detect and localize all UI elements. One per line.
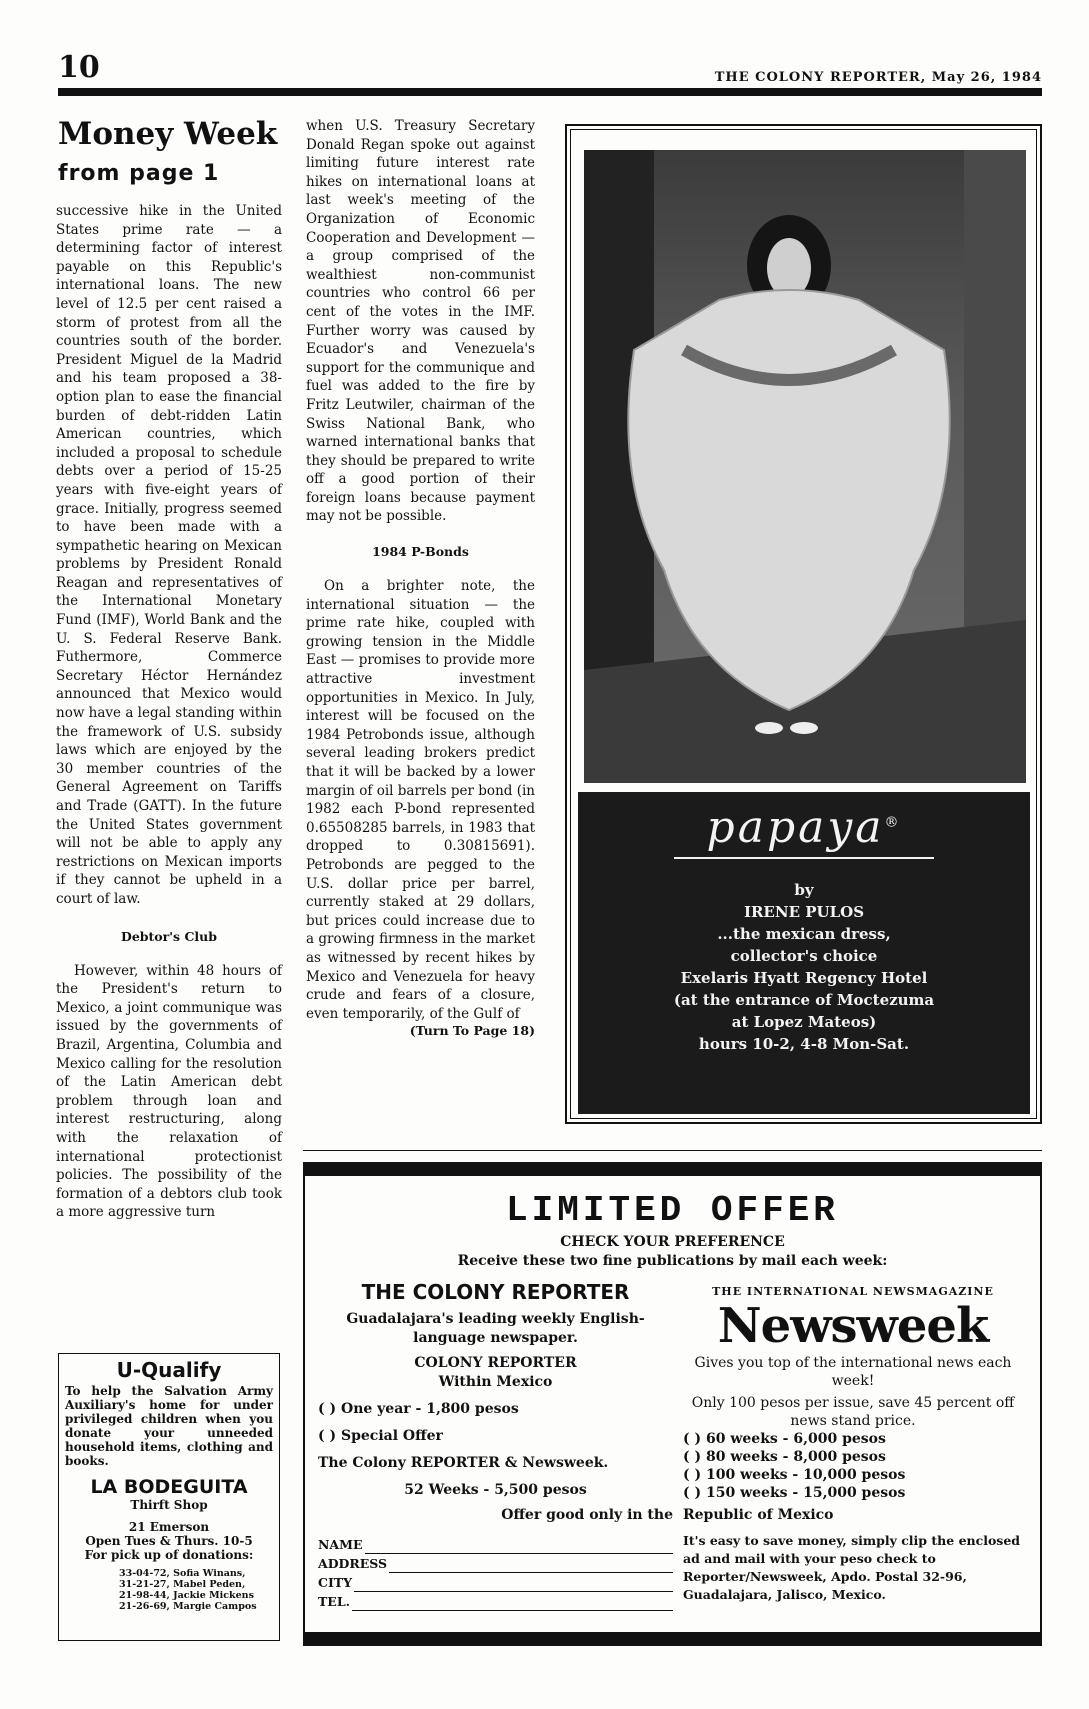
section-heading: 1984 P-Bonds (372, 544, 469, 560)
uqualify-text: To help the Salvation Army Auxiliary's home for under privileged children when you donate your unneeded household items, clothing and books. (65, 1384, 273, 1468)
ad-hours: hours 10-2, 4-8 Mon-Sat. (698, 1035, 910, 1053)
form-label: ADDRESS (318, 1556, 388, 1571)
offer-receive: Receive these two fine publications by mail each week: (457, 1253, 888, 1269)
ad-designer: IRENE PULOS (743, 903, 865, 921)
article-paragraph: when U.S. Treasury Secretary Donald Regan spoke out against limiting future interest rate hikes on international loans at last week's meeting of the Organization of Economic Cooperation and Development — a group comprised of the wealthiest non-communist countries who control 66 per cent of the votes in the IMF. Further worry was caused by Ecuador's and Venezuela's support for the communique and fuel was added to the fire by Fritz Leutwiler, chairman of the Swiss National Bank, who warned international banks that they should be prepared to write off a good portion of their foreign loans because payment may not be possible. (306, 118, 535, 525)
logo-underline (674, 857, 934, 859)
newsweek-desc: Gives you top of the international news each week! (694, 1355, 1012, 1389)
republic: Republic of Mexico (683, 1507, 834, 1523)
papaya-logo (578, 802, 1030, 853)
ad-hotel: Exelaris Hyatt Regency Hotel (680, 969, 928, 987)
article-paragraph: successive hike in the United States prime rate — a determining factor of interest payable on this Republic's international loans. The new level of 12.5 per cent raised a storm of protest from all the countries south of the border. President Miguel de la Madrid and his team proposed a 38-option plan to ease the financial burden of debt-ridden Latin American countries, which included a proposal to schedule debts over a period of 15-25 years with five-eight years of grace. Initially, progress seemed to have been made with a sympathetic hearing on Mexican problems by President Ronald Reagan and representatives of the International Monetary Fund (IMF), World Bank and the U. S. Federal Reserve Bank. Futhermore, Commerce Secretary Héctor Hernández announced that Mexico would now have a legal standing within the framework of U.S. subsidy laws which are enjoyed by the 30 member countries of the General Agreement on Tariffs and Trade (GATT). In the future the United States government will not be able to apply any restrictions on Mexican imports if they cannot be upheld in a court of law. (56, 203, 282, 907)
cr-desc: Guadalajara's leading weekly English-language newspaper. (346, 1311, 645, 1346)
clip-instructions: It's easy to save money, simply clip the enclosed ad and mail with your peso check to Reporter/Newsweek, Apdo. Postal 32-96, Guadalajara, Jalisco, Mexico. (683, 1533, 1021, 1602)
form-row-tel (318, 1592, 673, 1611)
combo-price: 52 Weeks - 5,500 pesos (404, 1482, 587, 1498)
top-rule (58, 88, 1042, 96)
newsweek-offer (683, 1285, 1023, 1604)
pickup-label: For pick up of donations: (84, 1548, 254, 1562)
option-one-year[interactable]: ( ) One year - 1,800 pesos (318, 1401, 519, 1417)
store-sub: Thirft Shop (130, 1498, 208, 1512)
name-field[interactable] (365, 1535, 674, 1554)
masthead: THE COLONY REPORTER, May 26, 1984 (714, 70, 1042, 85)
form-label: NAME (318, 1537, 363, 1552)
contact-line: 33-04-72, Sofia Winans, (119, 1568, 246, 1579)
ad-tagline: ...the mexican dress, (717, 925, 891, 943)
form-label: TEL. (318, 1594, 350, 1609)
contact-line: 21-26-69, Margie Campos (119, 1601, 257, 1612)
newsweek-options (683, 1430, 1023, 1502)
option-special[interactable]: ( ) Special Offer (318, 1428, 443, 1444)
cr-head: COLONY REPORTER (414, 1355, 577, 1371)
section-heading: Debtor's Club (121, 928, 217, 944)
subhead: from page 1 (58, 161, 220, 186)
city-field[interactable] (354, 1573, 673, 1592)
contact-list (119, 1568, 279, 1612)
uqualify-box (58, 1353, 280, 1641)
uqualify-title: U-Qualify (116, 1358, 222, 1382)
store-address: 21 Emerson (128, 1520, 210, 1534)
ad-location: (at the entrance of Moctezuma (673, 991, 935, 1009)
newsweek-tag: THE INTERNATIONAL NEWSMAGAZINE (712, 1285, 994, 1298)
newsweek-save: Only 100 pesos per issue, save 45 percent off news stand price. (691, 1395, 1015, 1429)
turn-to-page: (Turn To Page 18) (409, 1023, 535, 1039)
newsweek-logo: Newsweek (717, 1298, 989, 1354)
store-hours: Open Tues & Thurs. 10-5 (85, 1534, 253, 1548)
offer-check: CHECK YOUR PREFERENCE (560, 1234, 785, 1250)
combo-offer: The Colony REPORTER & Newsweek. (318, 1455, 609, 1471)
store-name: LA BODEGUITA (90, 1476, 248, 1498)
fashion-photo (584, 150, 1026, 783)
separator-line (303, 1150, 1042, 1151)
headline: Money Week (58, 116, 278, 152)
address-field[interactable] (389, 1554, 673, 1573)
form-label: CITY (318, 1575, 353, 1590)
newsweek-option[interactable]: ( ) 150 weeks - 15,000 pesos (683, 1485, 906, 1501)
page-number: 10 (58, 50, 100, 85)
article-column-2 (306, 117, 535, 1038)
newsweek-option[interactable]: ( ) 80 weeks - 8,000 pesos (683, 1449, 886, 1465)
newsweek-option[interactable]: ( ) 100 weeks - 10,000 pesos (683, 1467, 906, 1483)
article-column-1 (56, 202, 282, 1222)
colony-reporter-offer (318, 1280, 673, 1611)
newsweek-option[interactable]: ( ) 60 weeks - 6,000 pesos (683, 1431, 886, 1447)
papaya-ad (578, 792, 1030, 1114)
form-row-address (318, 1554, 673, 1573)
ad-by: by (794, 881, 814, 899)
ad-tagline: collector's choice (730, 947, 878, 965)
article-paragraph: However, within 48 hours of the President's return to Mexico, a joint communique was issued by the governments of Brazil, Argentina, Columbia and Mexico calling for the resolution of the Latin American debt problem through loan and interest restructuring, along with the relaxation of international protectionist policies. The possibility of the formation of a debtors club took a more aggressive turn (56, 962, 282, 1221)
dress-illustration (584, 150, 1026, 783)
form-row-name (318, 1535, 673, 1554)
cr-head-sub: Within Mexico (438, 1374, 553, 1390)
offer-title: LIMITED OFFER (506, 1190, 839, 1231)
offer-good-only: Offer good only in the (501, 1507, 673, 1523)
papaya-logo-text: papaya (706, 802, 885, 853)
order-form (318, 1535, 673, 1611)
tel-field[interactable] (352, 1592, 673, 1611)
ad-location: at Lopez Mateos) (731, 1013, 877, 1031)
form-row-city (318, 1573, 673, 1592)
cr-name: THE COLONY REPORTER (361, 1280, 630, 1304)
article-paragraph: On a brighter note, the international situation — the prime rate hike, coupled with growing tension in the Middle East — promises to provide more attractive investment opportunities in Mexico. In July, interest will be focused on the 1984 Petrobonds issue, although several leading brokers predict that it will be backed by a lower margin of oil barrels per bond (in 1982 each P-bond represented 0.65508285 barrels, in 1983 that dropped to 0.30815691). Petrobonds are pegged to the U.S. dollar price per barrel, currently staked at 29 dollars, but prices could increase due to a growing firmness in the market as witnessed by recent hikes by Mexico and Venezuela for heavy crude and fears of a closure, even temporarily, of the Gulf of (306, 578, 535, 1022)
offer-bottom-bar (303, 1632, 1042, 1646)
registered-mark: ® (884, 814, 902, 831)
contact-line: 21-98-44, Jackie Mickens (119, 1590, 254, 1601)
contact-line: 31-21-27, Mabel Peden, (119, 1579, 246, 1590)
